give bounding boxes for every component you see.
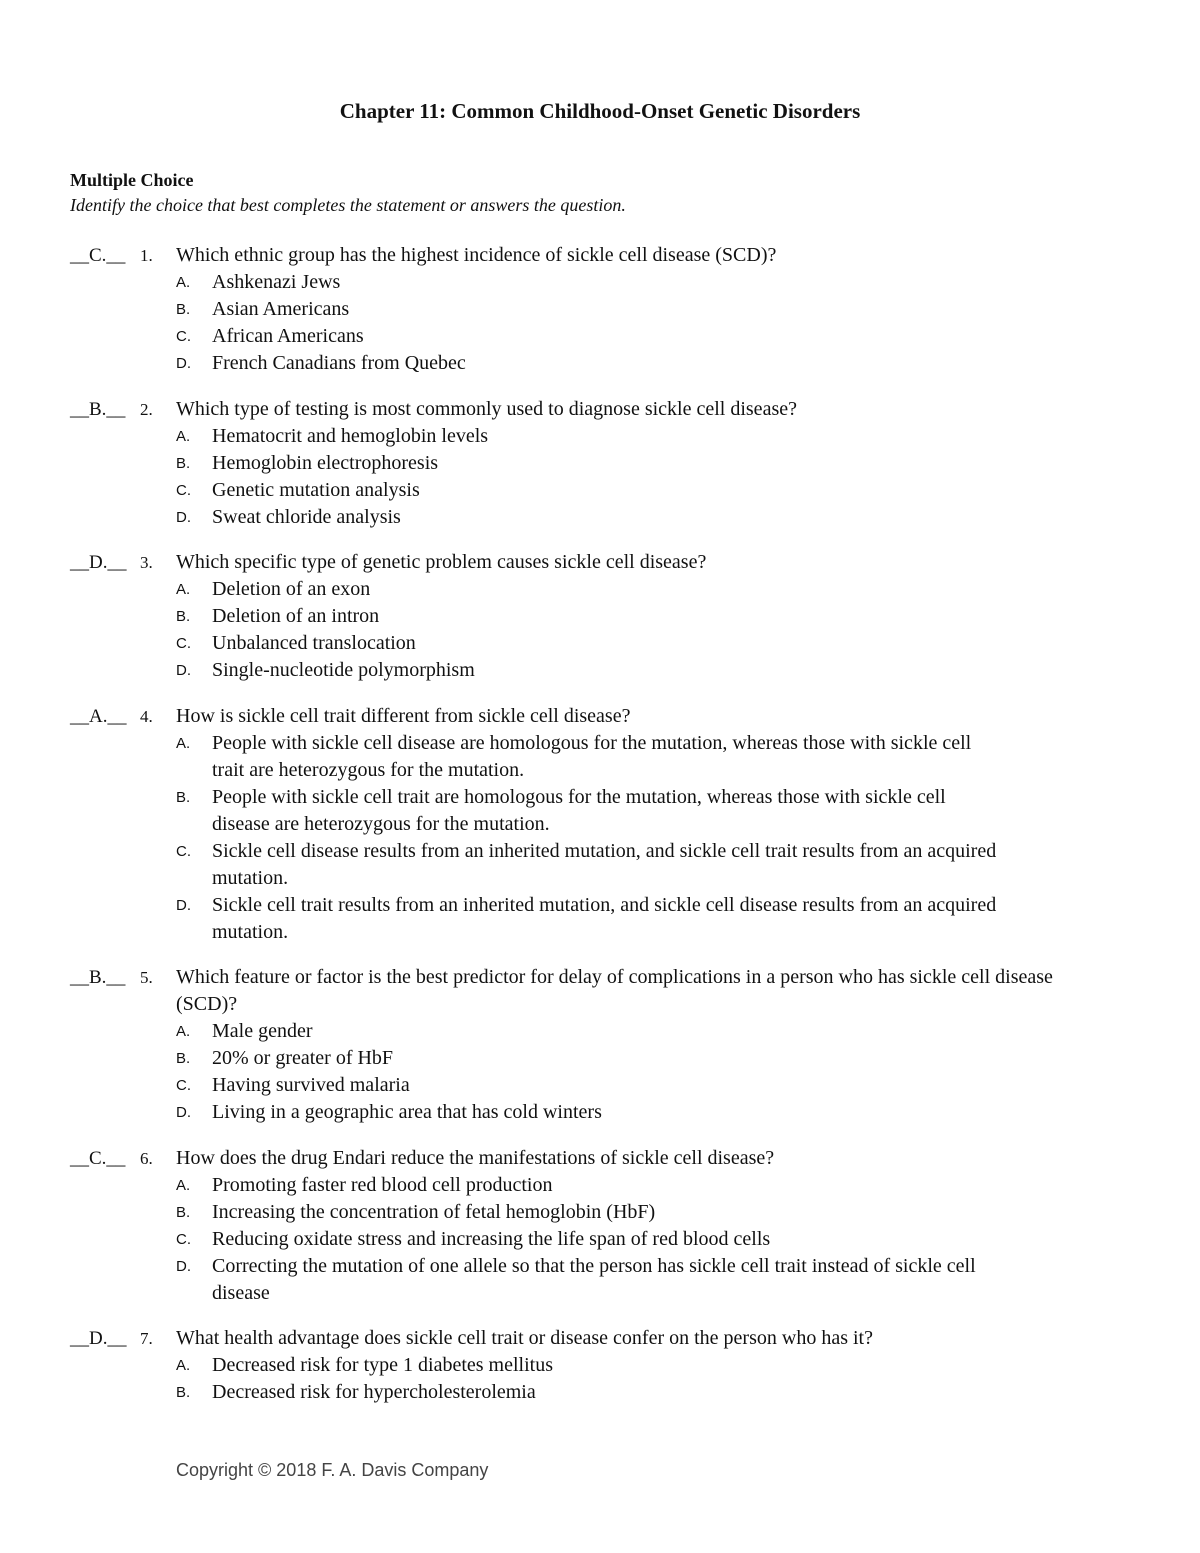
choice-letter: B. [176, 1050, 191, 1067]
choice-item [176, 1018, 1130, 1045]
choice-letter: A. [176, 1176, 191, 1194]
choice-text: Unbalanced translocation [212, 632, 416, 654]
choice-item [176, 1099, 1130, 1126]
choice-letter: B. [176, 454, 191, 472]
choice-letter: A. [176, 1357, 191, 1374]
choice-letter: D. [176, 896, 191, 914]
choice-letter: D. [176, 662, 191, 679]
choice-letter: C. [176, 842, 191, 860]
section-heading: Multiple Choice [70, 170, 194, 190]
question-number: 7. [140, 1329, 153, 1348]
answer-key: __D.__ [70, 1328, 127, 1349]
choice-text: Deletion of an exon [212, 578, 371, 600]
choice-text: People with sickle cell trait are homologous for the mutation, whereas those with sickle cell disease are heterozygous for the mutation. [212, 785, 946, 835]
choice-item [176, 657, 1130, 684]
choice-item [176, 1226, 1130, 1253]
choice-letter: C. [176, 635, 191, 652]
choice-letter: C. [176, 1230, 191, 1248]
choice-text: Correcting the mutation of one allele so that the person has sickle cell trait instead of sickle cell disease [212, 1254, 976, 1304]
choice-letter: C. [176, 481, 191, 499]
choice-text: Ashkenazi Jews [212, 271, 341, 293]
page-title: Chapter 11: Common Childhood-Onset Genetic Disorders [339, 99, 861, 123]
choice-item [176, 576, 1130, 603]
choice-letter: D. [176, 1104, 191, 1121]
choice-item [176, 477, 1130, 504]
choice-text: Increasing the concentration of fetal hemoglobin (HbF) [212, 1200, 656, 1223]
choice-text: Decreased risk for type 1 diabetes mellitus [212, 1354, 553, 1376]
choice-item [176, 892, 1130, 946]
question-list [70, 242, 1130, 1425]
choice-item [176, 838, 1130, 892]
choice-list [176, 1352, 1130, 1406]
copyright-footer: Copyright © 2018 F. A. Davis Company [176, 1460, 489, 1480]
answer-key: __C.__ [70, 245, 126, 266]
choice-item [176, 1172, 1130, 1199]
choice-letter: C. [176, 1077, 191, 1094]
choice-item [176, 1072, 1130, 1099]
question-stem: Which specific type of genetic problem causes sickle cell disease? [176, 551, 707, 573]
choice-item [176, 1199, 1130, 1226]
choice-item [176, 296, 1130, 323]
choice-letter: A. [176, 1023, 191, 1040]
question-item [70, 964, 1130, 1126]
question-stem: What health advantage does sickle cell trait or disease confer on the person who has it? [176, 1327, 873, 1349]
choice-list [176, 730, 1130, 946]
question-stem: Which ethnic group has the highest incidence of sickle cell disease (SCD)? [176, 244, 777, 266]
question-item [70, 242, 1130, 377]
choice-letter: D. [176, 508, 191, 526]
choice-letter: A. [176, 581, 191, 598]
question-stem: Which type of testing is most commonly used to diagnose sickle cell disease? [176, 397, 797, 420]
choice-text: Single-nucleotide polymorphism [212, 659, 475, 681]
question-item [70, 549, 1130, 684]
question-number: 3. [140, 553, 153, 572]
choice-item [176, 1352, 1130, 1379]
question-stem: How is sickle cell trait different from sickle cell disease? [176, 704, 631, 727]
question-number: 2. [140, 399, 153, 419]
choice-item [176, 323, 1130, 350]
choice-text: Decreased risk for hypercholesterolemia [212, 1381, 536, 1403]
choice-item [176, 1379, 1130, 1406]
choice-letter: B. [176, 1384, 191, 1401]
choice-list [176, 576, 1130, 684]
choice-letter: C. [176, 328, 191, 345]
choice-list [176, 269, 1130, 377]
choice-list [176, 423, 1130, 531]
choice-item [176, 730, 1130, 784]
choice-text: Genetic mutation analysis [212, 478, 420, 501]
choice-text: Male gender [212, 1020, 313, 1042]
choice-item [176, 269, 1130, 296]
choice-item [176, 1253, 1130, 1307]
choice-item [176, 1045, 1130, 1072]
answer-key: __B.__ [70, 967, 126, 988]
choice-text: Asian Americans [212, 298, 350, 320]
question-number: 6. [140, 1148, 153, 1168]
choice-letter: B. [176, 301, 191, 318]
choice-letter: A. [176, 734, 191, 752]
answer-key: __A.__ [70, 705, 127, 727]
choice-text: African Americans [212, 325, 364, 347]
question-item [70, 1145, 1130, 1307]
question-number: 4. [140, 706, 153, 726]
choice-letter: B. [176, 608, 191, 625]
choice-item [176, 603, 1130, 630]
choice-letter: A. [176, 274, 191, 291]
choice-item [176, 784, 1130, 838]
choice-text: Sweat chloride analysis [212, 505, 401, 528]
answer-key: __B.__ [70, 398, 126, 420]
question-item [70, 703, 1130, 946]
choice-text: Promoting faster red blood cell production [212, 1173, 553, 1196]
choice-item [176, 423, 1130, 450]
question-item [70, 396, 1130, 531]
choice-text: Living in a geographic area that has cold winters [212, 1101, 602, 1123]
choice-text: Having survived malaria [212, 1074, 410, 1096]
question-item [70, 1325, 1130, 1406]
instructions: Identify the choice that best completes the statement or answers the question. [70, 195, 626, 215]
choice-letter: D. [176, 355, 191, 372]
choice-item [176, 350, 1130, 377]
choice-text: Reducing oxidate stress and increasing the life span of red blood cells [212, 1227, 771, 1250]
choice-text: Sickle cell trait results from an inherited mutation, and sickle cell disease results from an acquired mutation. [212, 893, 997, 943]
answer-key: __C.__ [70, 1147, 126, 1169]
question-number: 5. [140, 968, 153, 987]
choice-text: Deletion of an intron [212, 605, 380, 627]
choice-letter: D. [176, 1257, 191, 1275]
choice-letter: B. [176, 788, 191, 806]
choice-text: People with sickle cell disease are homologous for the mutation, whereas those with sickle cell trait are heterozygous for the mutation. [212, 731, 972, 781]
choice-letter: B. [176, 1203, 191, 1221]
choice-letter: A. [176, 427, 191, 445]
choice-list [176, 1018, 1130, 1126]
choice-text: Hematocrit and hemoglobin levels [212, 424, 489, 447]
choice-text: Hemoglobin electrophoresis [212, 451, 439, 474]
question-stem: Which feature or factor is the best predictor for delay of complications in a person who has sickle cell disease (SCD)? [176, 966, 1053, 1015]
choice-item [176, 630, 1130, 657]
choice-text: French Canadians from Quebec [212, 352, 466, 374]
choice-item [176, 450, 1130, 477]
answer-key: __D.__ [70, 552, 127, 573]
choice-list [176, 1172, 1130, 1307]
choice-text: Sickle cell disease results from an inherited mutation, and sickle cell trait results from an acquired mutation. [212, 839, 997, 889]
question-number: 1. [140, 246, 153, 265]
question-stem: How does the drug Endari reduce the manifestations of sickle cell disease? [176, 1146, 775, 1169]
choice-text: 20% or greater of HbF [212, 1047, 394, 1069]
choice-item [176, 504, 1130, 531]
